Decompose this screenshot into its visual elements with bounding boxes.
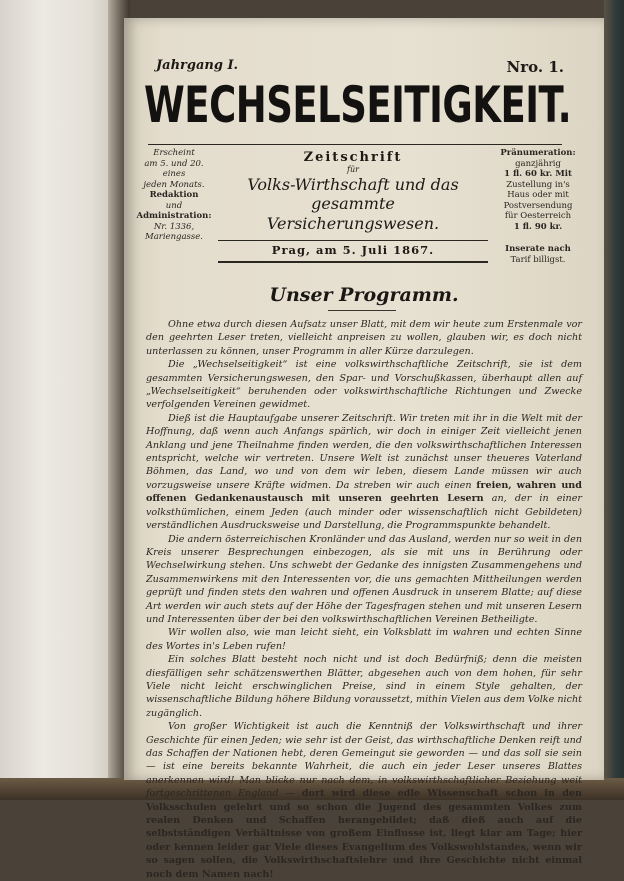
title-rule: [328, 310, 396, 311]
book-binding-edge: [604, 0, 624, 800]
subscription-line: 1 fl. 90 kr.: [513, 221, 563, 232]
volume-row: [156, 58, 564, 78]
publication-line: jeden Monats.: [143, 179, 205, 190]
publication-info: [132, 148, 216, 243]
subtitle: Zeitschrift: [303, 150, 403, 165]
subscription-line: Haus oder mit: [507, 190, 569, 200]
paragraph: Die andern österreichischen Kronländer und das Ausland, werden nur so weit in den Kreis unserer Besprechungen einbezogen, als sie mit uns in Berührung oder Wechselwirkung stehen. Uns schwebt der Gedanke des innigsten Zusammengehens und Zusammenwirkens mit den Interessenten vor, die uns gemachten Mittheilungen werden geprüft und finden stets den wahren und offenen Ausdruck in unserem Blatte; auf diese Art werden wir auch stets auf der Höhe der Tagesfragen stehen und mit unseren Lesern und Interessenten über der bei den volkswirthschaftlichen Vereinen Betheiligte.: [146, 533, 582, 625]
paragraph: Die „Wechselseitigkeit“ ist eine volkswirthschaftliche Zeitschrift, sie ist dem gesammten Versicherungswesen, den Spar- und Vorschußkassen, überhaupt allen auf „Wechselseitigkeit“ beruhenden oder volkswirthschaftliche Richtungen und Zwecke verfolgenden Vereinen gewidmet.: [146, 359, 582, 411]
subscription-info: [490, 148, 586, 265]
publication-line: Redaktion: [149, 190, 199, 200]
publication-line: Administration:: [136, 211, 212, 221]
topic-line-2: Versicherungswesen.: [266, 214, 440, 233]
subscription-line: Zustellung in's: [506, 179, 570, 190]
emphasis: freien, wahren und offenen Gedankenaustausch mit unseren geehrten Lesern: [146, 479, 582, 505]
paragraph: Wir wollen also, wie man leicht sieht, ein Volksblatt im wahren und echten Sinne des Wortes in's Leben rufen!: [146, 627, 582, 652]
masthead-rule: [148, 144, 562, 145]
paragraph: [146, 412, 582, 533]
advert-line: Inserate nach: [505, 244, 571, 254]
text-run: Dieß ist die Hauptaufgabe unserer Zeitschrift. Wir treten mit ihr in die Welt mit der Hoffnung, daß wenn auch Anfangs spärlich, wir doch in einiger Zeit vielleicht jenen Anklang und jene Theilnahme finden werden, die den volkswirthschaftlichen Interessen entspricht, welche wir vertreten. Unsere Welt ist zunächst unser theueres Vaterland Böhmen, das Land, wo und von dem wir leben, diesem Lande müssen wir auch vorzugsweise unsere Kräfte widmen. Da streben wir auch einen: [146, 412, 582, 491]
publication-line: eines: [162, 169, 186, 179]
topic-line-1: Volks-Wirthschaft und das gesammte: [247, 175, 459, 213]
subtitle-block: [218, 150, 488, 233]
newspaper-page: [124, 18, 604, 880]
article-body: [146, 318, 582, 881]
dateline: Prag, am 5. Juli 1867.: [218, 240, 488, 263]
publication-line: und: [165, 200, 183, 211]
publication-line: Mariengasse.: [144, 232, 204, 242]
masthead-title: WECHSELSEITIGKEIT.: [144, 76, 572, 135]
publication-line: am 5. und 20.: [144, 158, 204, 169]
subscription-line: ganzjährig: [515, 158, 561, 169]
subscription-line: Pränumeration:: [500, 148, 576, 158]
paragraph: Ein solches Blatt besteht noch nicht und ist doch Bedürfniß; denn die meisten diesfälligen sehr schätzenswerthen Blätter, abgesehen auch von dem hohen, für sehr Viele nicht leicht erschwinglichen Preise, sind in einem Style gehalten, der wissenschaftliche Bildung höhere Bildung voraussetzt, mithin Vielen aus dem Volke nicht zugänglich.: [146, 654, 582, 719]
subscription-line: 1 fl. 60 kr. Mit: [504, 169, 572, 179]
paragraph: Ohne etwa durch diesen Aufsatz unser Blatt, mit dem wir heute zum Erstenmale vor den geehrten Leser treten, vielleicht anpreisen zu wollen, glauben wir, es doch nicht unterlassen zu können, unser Programm in aller Kürze darzulegen.: [146, 319, 582, 357]
paragraph: [146, 720, 582, 881]
subscription-line: Postversendung: [503, 200, 573, 211]
publication-line: Erscheint: [153, 148, 195, 158]
issue-number: Nro. 1.: [506, 58, 564, 76]
advert-line: Tarif billigst.: [510, 254, 566, 265]
subtitle-for: für: [347, 165, 359, 174]
book-left-page: [0, 0, 121, 800]
text-run: an, der in einer volksthümlichen, einem Jeden (auch minder oder wissenschaftlich nicht Gebildeten) verständlichen Ausdrucksweise und Darstellung, die Programmspunkte behandelt.: [146, 493, 582, 532]
volume-label: Jahrgang I.: [156, 58, 239, 73]
publication-line: Nr. 1336,: [153, 221, 195, 232]
text-run: Von großer Wichtigkeit ist auch die Kenntniß der Volkswirthschaft und ihrer Geschichte für einen Jeden; wie sehr ist der Geist, das wirthschaftliche Denken reift und das Schaffen der Nationen hebt, deren Gemeingut sie geworden — und das soll sie sein — ist eine bereits bekannte Wahrheit, die auch ein jeder Leser unseres Blattes anerkennen wird! Man blicke nur nach dem, in volkswirthschaftlicher Beziehung weit fortgeschrittenen England —: [146, 721, 582, 800]
emphasis: dort wird diese edle Wissenschaft schon in den Volksschulen gelehrt und so schon die Jugend des gesammten Volkes zum realen Denken und Schaffen herangebildet; daß dieß auch auf die selbstständigen Verhältnisse von großem Einflusse ist, liegt klar am Tage; hier oder kennen leider gar Viele dieses Evangelium des Volkswohlstandes, wenn wir so sagen sollen, die Volkswirthschaftslehre und ihre Geschichte nicht einmal noch dem Namen nach!: [146, 788, 582, 880]
subscription-line: für Oesterreich: [504, 211, 572, 221]
article-title: Unser Programm.: [269, 284, 459, 306]
